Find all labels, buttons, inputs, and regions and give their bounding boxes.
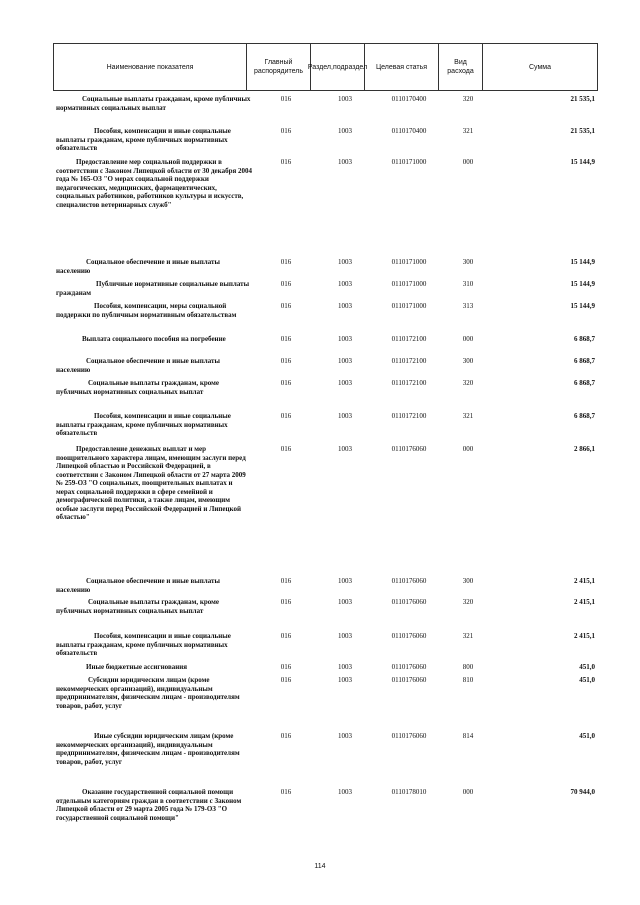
- row-target: 0110176060: [391, 445, 427, 453]
- row-section: 1003: [338, 732, 352, 740]
- row-sum: 70 944,0: [570, 788, 595, 796]
- row-sum: 451,0: [579, 676, 595, 684]
- row-name: Социальные выплаты гражданам, кроме публичных нормативных социальных выплат: [56, 379, 220, 396]
- row-target: 0110172100: [391, 379, 427, 387]
- row-sum: 2 415,1: [574, 577, 595, 585]
- row-manager: 016: [280, 598, 292, 606]
- header-name: Наименование показателя: [54, 44, 247, 90]
- row-name: Социальные выплаты гражданам, кроме публичных нормативных социальных выплат: [56, 95, 251, 112]
- row-target: 0110171000: [391, 258, 427, 266]
- row-target: 0110178010: [391, 788, 427, 796]
- row-type: 320: [462, 598, 474, 606]
- row-target: 0110170400: [391, 127, 427, 135]
- row-section: 1003: [338, 127, 352, 135]
- row-section: 1003: [338, 598, 352, 606]
- row-section: 1003: [338, 676, 352, 684]
- row-name: Иные субсидии юридическим лицам (кроме некоммерческих организаций), индивидуальным предпринимателям, физическим лицам - производителям товаров, работ, услуг: [56, 732, 240, 766]
- row-sum: 451,0: [579, 732, 595, 740]
- row-name: Социальные выплаты гражданам, кроме публичных нормативных социальных выплат: [56, 598, 220, 615]
- row-target: 0110171000: [391, 280, 427, 288]
- row-name: Пособия, компенсации, меры социальной поддержки по публичным нормативным обязательствам: [56, 302, 237, 319]
- row-type: 300: [462, 258, 474, 266]
- row-name: Пособия, компенсации и иные социальные выплаты гражданам, кроме публичных нормативных обязательств: [56, 412, 231, 437]
- page-number: 114: [314, 863, 326, 870]
- row-section: 1003: [338, 280, 352, 288]
- row-manager: 016: [280, 412, 292, 420]
- row-target: 0110172100: [391, 335, 427, 343]
- row-section: 1003: [338, 577, 352, 585]
- row-sum: 21 535,1: [570, 127, 595, 135]
- row-target: 0110176060: [391, 732, 427, 740]
- row-name: Предоставление денежных выплат и мер поощрительного характера лицам, имеющим заслуги перед Липецкой областью и Российской Федерацией, в соответствии с Законом Липецкой области от 27 марта 2009 № 259-ОЗ "О социальных, поощрительных выплатах и мерах социальной поддержки в сфере семейной и демографической политики, а также лицам, имеющим особые заслуги перед Российской Федерацией и Липецкой областью": [56, 445, 246, 521]
- row-name: Социальное обеспечение и иные выплаты населению: [56, 357, 220, 374]
- header-section: Раздел,подраздел: [311, 44, 365, 90]
- row-section: 1003: [338, 158, 352, 166]
- header-manager: Главный распорядитель: [247, 44, 311, 90]
- row-type: 300: [462, 357, 474, 365]
- row-name: Социальное обеспечение и иные выплаты населению: [56, 577, 220, 594]
- row-type: 300: [462, 577, 474, 585]
- row-manager: 016: [280, 632, 292, 640]
- row-target: 0110176060: [391, 676, 427, 684]
- row-type: 000: [462, 445, 474, 453]
- row-target: 0110170400: [391, 95, 427, 103]
- row-manager: 016: [280, 663, 292, 671]
- row-section: 1003: [338, 357, 352, 365]
- row-type: 000: [462, 788, 474, 796]
- row-name: Выплата социального пособия на погребение: [82, 335, 226, 343]
- header-type: Вид расхода: [439, 44, 483, 90]
- row-type: 321: [462, 632, 474, 640]
- row-name: Социальное обеспечение и иные выплаты населению: [56, 258, 220, 275]
- row-sum: 15 144,9: [570, 258, 595, 266]
- row-type: 321: [462, 127, 474, 135]
- header-sum: Сумма: [529, 63, 551, 71]
- row-sum: 21 535,1: [570, 95, 595, 103]
- row-name: Предоставление мер социальной поддержки в соответствии с Законом Липецкой области от 30 декабря 2004 года № 165-ОЗ "О мерах социальной поддержки педагогических, медицинских, фармацевтических, социальных работников, работников культуры и искусств, специалистов ветеринарных служб": [56, 158, 252, 209]
- row-target: 0110176060: [391, 632, 427, 640]
- row-manager: 016: [280, 127, 292, 135]
- row-manager: 016: [280, 788, 292, 796]
- row-section: 1003: [338, 412, 352, 420]
- row-sum: 15 144,9: [570, 280, 595, 288]
- row-section: 1003: [338, 788, 352, 796]
- row-target: 0110176060: [391, 598, 427, 606]
- row-section: 1003: [338, 379, 352, 387]
- row-target: 0110171000: [391, 302, 427, 310]
- row-type: 810: [462, 676, 474, 684]
- row-target: 0110176060: [391, 577, 427, 585]
- row-name: Субсидии юридическим лицам (кроме некоммерческих организаций), индивидуальным предпринимателям, физическим лицам - производителям товаров, работ, услуг: [56, 676, 240, 710]
- row-name: Оказание государственной социальной помощи отдельным категориям граждан в соответствии с Законом Липецкой области от 29 марта 2005 года № 179-ОЗ "О государственной социальной помощи": [56, 788, 242, 822]
- row-section: 1003: [338, 335, 352, 343]
- row-section: 1003: [338, 95, 352, 103]
- row-type: 320: [462, 95, 474, 103]
- row-sum: 2 415,1: [574, 632, 595, 640]
- row-manager: 016: [280, 445, 292, 453]
- row-section: 1003: [338, 445, 352, 453]
- row-manager: 016: [280, 280, 292, 288]
- row-type: 321: [462, 412, 474, 420]
- row-manager: 016: [280, 258, 292, 266]
- row-manager: 016: [280, 302, 292, 310]
- row-manager: 016: [280, 577, 292, 585]
- row-name: Пособия, компенсации и иные социальные выплаты гражданам, кроме публичных нормативных обязательств: [56, 632, 231, 657]
- row-manager: 016: [280, 732, 292, 740]
- row-type: 310: [462, 280, 474, 288]
- row-sum: 15 144,9: [570, 302, 595, 310]
- row-manager: 016: [280, 95, 292, 103]
- row-name: Иные бюджетные ассигнования: [86, 663, 188, 671]
- row-sum: 2 415,1: [574, 598, 595, 606]
- row-target: 0110172100: [391, 357, 427, 365]
- row-sum: 6 868,7: [574, 357, 595, 365]
- row-type: 313: [462, 302, 474, 310]
- row-type: 814: [462, 732, 474, 740]
- row-sum: 451,0: [579, 663, 595, 671]
- row-type: 000: [462, 158, 474, 166]
- row-sum: 6 868,7: [574, 412, 595, 420]
- row-type: 320: [462, 379, 474, 387]
- header-target: Целевая статья: [365, 44, 439, 90]
- row-type: 000: [462, 335, 474, 343]
- row-manager: 016: [280, 676, 292, 684]
- row-target: 0110172100: [391, 412, 427, 420]
- row-manager: 016: [280, 335, 292, 343]
- row-target: 0110171000: [391, 158, 427, 166]
- row-section: 1003: [338, 632, 352, 640]
- row-section: 1003: [338, 663, 352, 671]
- row-sum: 6 868,7: [574, 379, 595, 387]
- row-type: 800: [462, 663, 474, 671]
- row-sum: 2 866,1: [574, 445, 595, 453]
- row-target: 0110176060: [391, 663, 427, 671]
- row-name: Публичные нормативные социальные выплаты гражданам: [56, 280, 250, 297]
- row-name: Пособия, компенсации и иные социальные выплаты гражданам, кроме публичных нормативных обязательств: [56, 127, 231, 152]
- row-sum: 6 868,7: [574, 335, 595, 343]
- row-manager: 016: [280, 158, 292, 166]
- row-manager: 016: [280, 357, 292, 365]
- row-sum: 15 144,9: [570, 158, 595, 166]
- row-section: 1003: [338, 302, 352, 310]
- row-manager: 016: [280, 379, 292, 387]
- row-section: 1003: [338, 258, 352, 266]
